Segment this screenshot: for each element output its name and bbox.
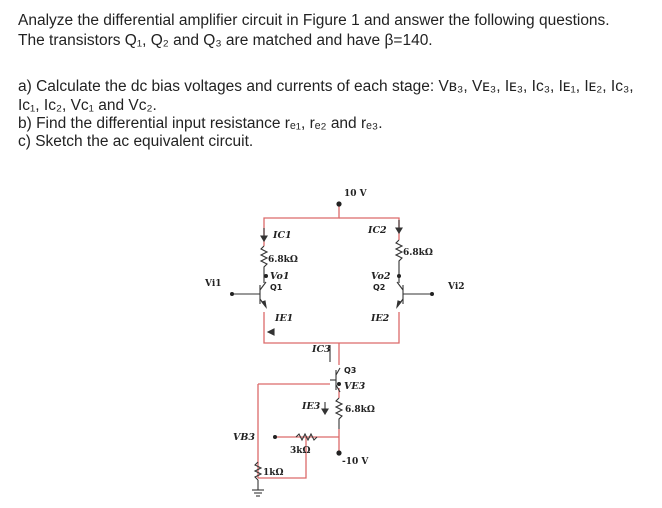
q3-label: Q3 [344, 366, 357, 375]
ic2-label: IC2 [368, 225, 387, 236]
vo2-node [397, 274, 401, 278]
ic3-label: IC3 [312, 344, 331, 355]
vi2-node [430, 292, 434, 296]
supply-neg-label: -10 V [342, 457, 369, 467]
re3-resistor [336, 398, 342, 429]
vi1-label: Vi1 [205, 279, 222, 289]
vo1-node [264, 274, 268, 278]
ic1-label: IC1 [273, 230, 292, 241]
q2-transistor [397, 282, 432, 307]
ie3-label: IE3 [302, 401, 321, 412]
question-part-b: b) Find the differential input resistance rₑ₁, rₑ₂ and rₑ₃. [18, 115, 383, 132]
vo2-label: Vo2 [371, 271, 391, 282]
vi2-label: Vi2 [448, 282, 465, 292]
ie1-label: IE1 [275, 313, 294, 324]
question-intro-line-1: Analyze the differential amplifier circuit in Figure 1 and answer the following questions. [18, 12, 610, 29]
ve3-node [337, 382, 341, 386]
q1-label: Q1 [270, 283, 283, 292]
question-part-a-line-1: a) Calculate the dc bias voltages and currents of each stage: Vʙ₃, Vᴇ₃, Iᴇ₃, Iᴄ₃, Iᴇ₁, Iᴇ₂, Iᴄ₃, [18, 78, 634, 95]
rc2-label: 6.8kΩ [403, 248, 433, 258]
supply-pos-label: 10 V [344, 189, 367, 199]
r1k-label: 1kΩ [263, 468, 284, 478]
circuit-wires [258, 204, 399, 478]
vi1-node [230, 292, 234, 296]
ie2-label: IE2 [371, 313, 390, 324]
rb3-label: 3kΩ [290, 446, 311, 456]
rc1-label: 6.8kΩ [268, 255, 298, 265]
q1-transistor [232, 282, 266, 307]
vo1-label: Vo1 [270, 271, 290, 282]
vb3-node [273, 435, 277, 439]
ve3-label: VE3 [344, 381, 366, 392]
q2-label: Q2 [373, 283, 386, 292]
question-intro-line-2: The transistors Q₁, Q₂ and Q₃ are matched and have β=140. [18, 32, 433, 49]
re3-label: 6.8kΩ [345, 405, 375, 415]
supply-pos-node [336, 201, 341, 206]
supply-neg-node [336, 450, 341, 455]
vb3-label: VB3 [233, 432, 256, 443]
question-part-c: c) Sketch the ac equivalent circuit. [18, 133, 254, 150]
q3-transistor [330, 368, 340, 392]
question-part-a-line-2: Iᴄ₁, Iᴄ₂, Vᴄ₁ and Vᴄ₂. [18, 97, 157, 114]
